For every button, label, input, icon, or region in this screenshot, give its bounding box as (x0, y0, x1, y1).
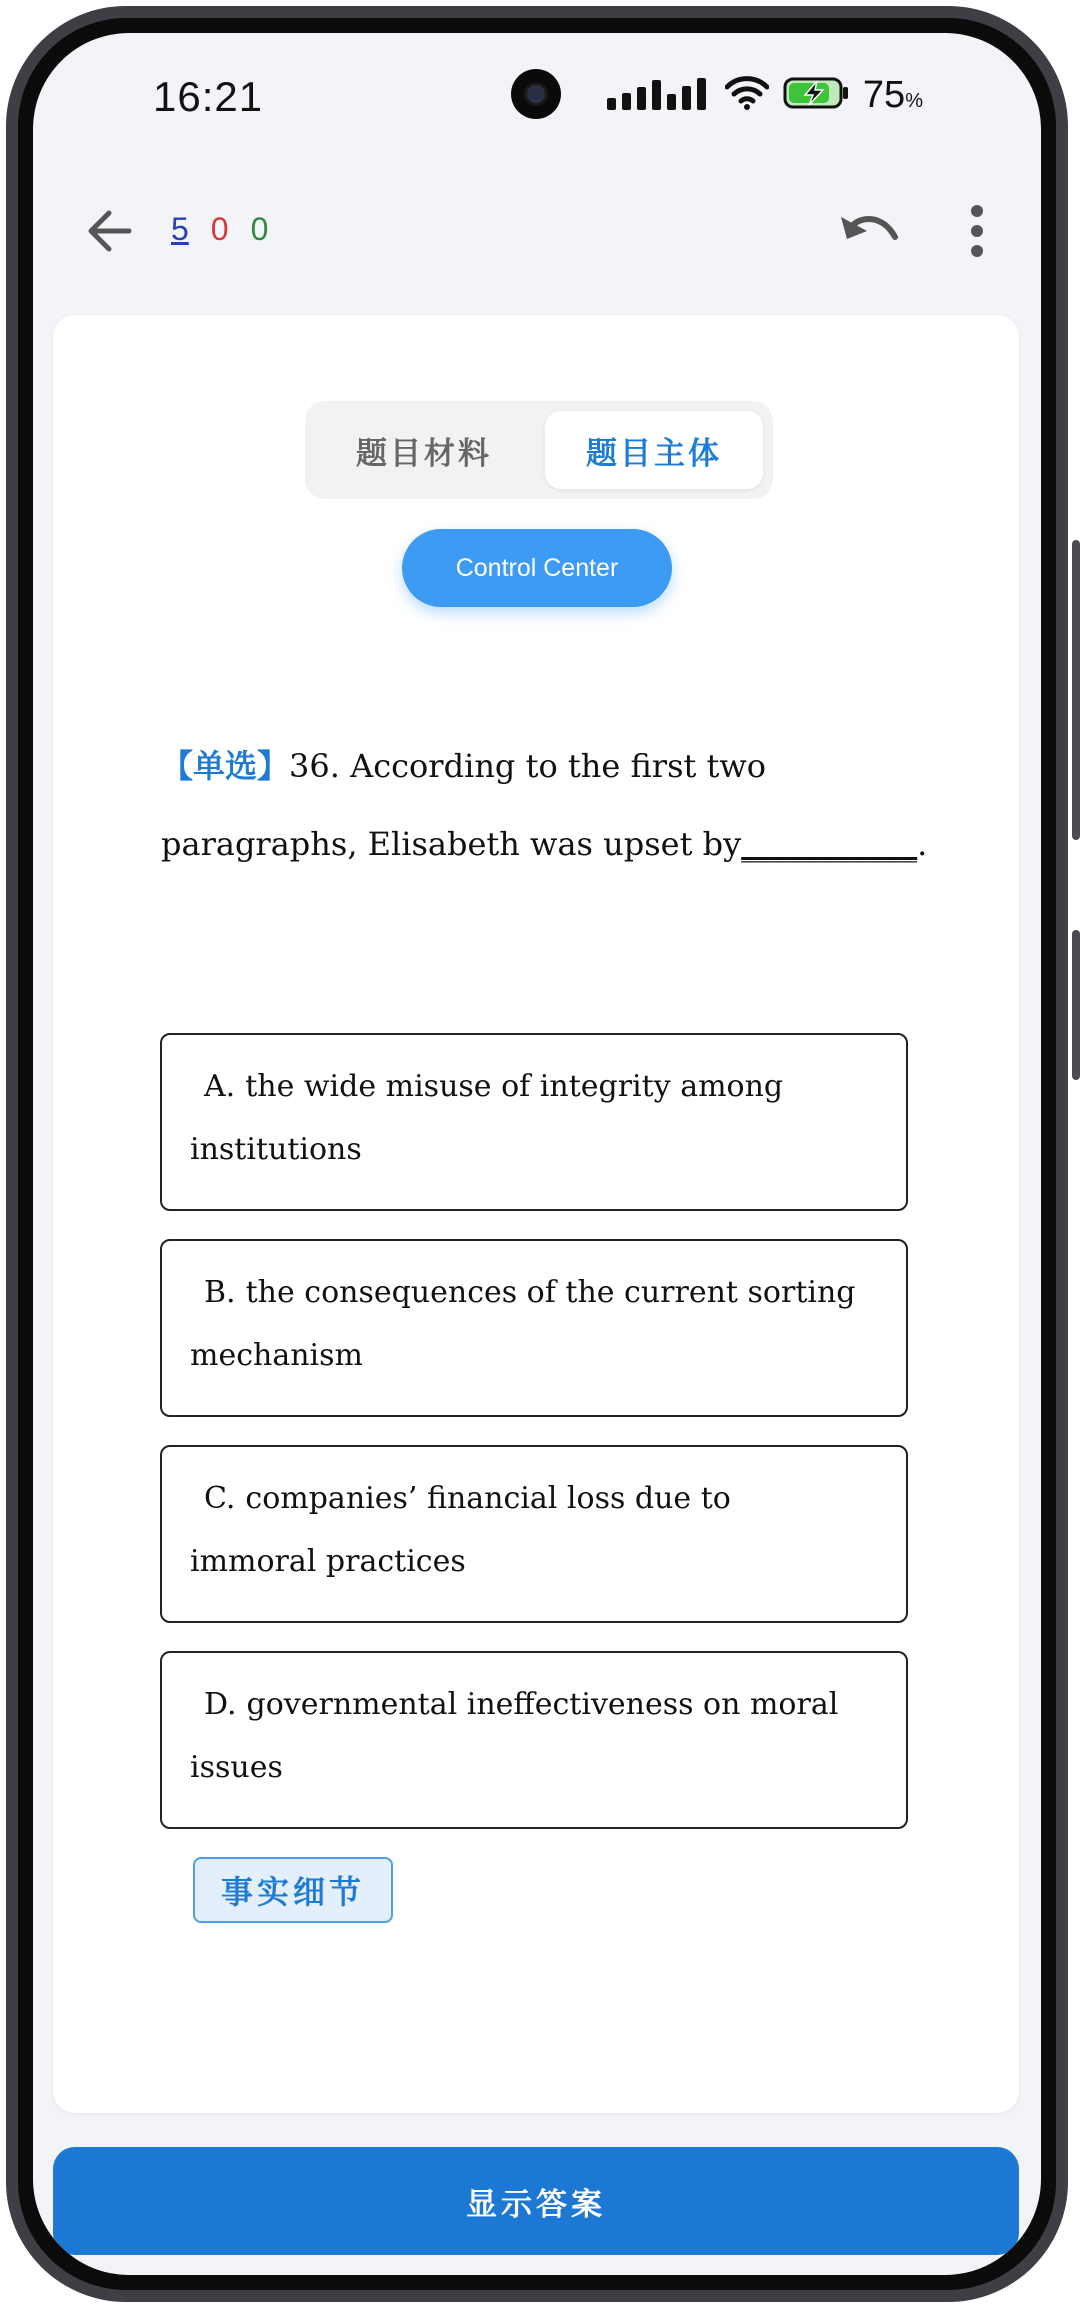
question-type-label: 【单选】 (161, 747, 290, 785)
option-text: governmental ineffectiveness on moral (246, 1687, 839, 1722)
option-letter: D. (204, 1687, 237, 1722)
option-text: the consequences of the current sorting (245, 1275, 856, 1310)
status-time: 16:21 (153, 73, 264, 120)
option-text: companies’ financial loss due to (245, 1481, 731, 1516)
question-blank: ___________ (741, 825, 918, 863)
tab-body[interactable]: 题目主体 (545, 411, 763, 489)
option-d[interactable] (160, 1651, 908, 1829)
option-text-continued: issues (190, 1750, 283, 1785)
volume-button (1072, 540, 1080, 840)
battery-percent: 75% (862, 73, 923, 116)
more-vertical-icon[interactable] (969, 201, 985, 266)
question-body: 36. According to the first two paragraphs, Elisabeth was upset by (161, 747, 767, 863)
battery-charging-icon (783, 76, 849, 115)
tab-switcher (305, 401, 773, 499)
score-counts (171, 211, 268, 248)
option-b[interactable] (160, 1239, 908, 1417)
screen (33, 33, 1041, 2275)
option-text: the wide misuse of integrity among (245, 1069, 784, 1104)
option-text-continued: institutions (190, 1132, 362, 1167)
option-text-continued: immoral practices (190, 1544, 466, 1579)
signal-icon (607, 76, 711, 115)
question-text (161, 727, 951, 883)
undo-icon[interactable] (837, 203, 901, 264)
power-button (1072, 930, 1080, 1080)
tab-material[interactable]: 题目材料 (356, 435, 492, 472)
status-icons (607, 73, 923, 117)
show-answer-button[interactable]: 显示答案 (53, 2147, 1019, 2255)
total-count[interactable]: 5 (171, 211, 189, 247)
option-letter: A. (204, 1069, 236, 1104)
option-text-continued: mechanism (190, 1338, 363, 1373)
option-letter: C. (204, 1481, 236, 1516)
option-a[interactable] (160, 1033, 908, 1211)
back-arrow-icon[interactable] (83, 203, 139, 264)
knowledge-tag[interactable]: 事实细节 (193, 1857, 393, 1923)
wrong-count: 0 (210, 211, 229, 247)
right-count: 0 (250, 211, 269, 247)
control-center-button[interactable]: Control Center (402, 529, 672, 607)
question-end: . (917, 825, 928, 863)
option-letter: B. (204, 1275, 236, 1310)
question-card (53, 315, 1019, 2113)
front-camera (511, 69, 561, 119)
wifi-icon (725, 76, 769, 115)
option-c[interactable] (160, 1445, 908, 1623)
